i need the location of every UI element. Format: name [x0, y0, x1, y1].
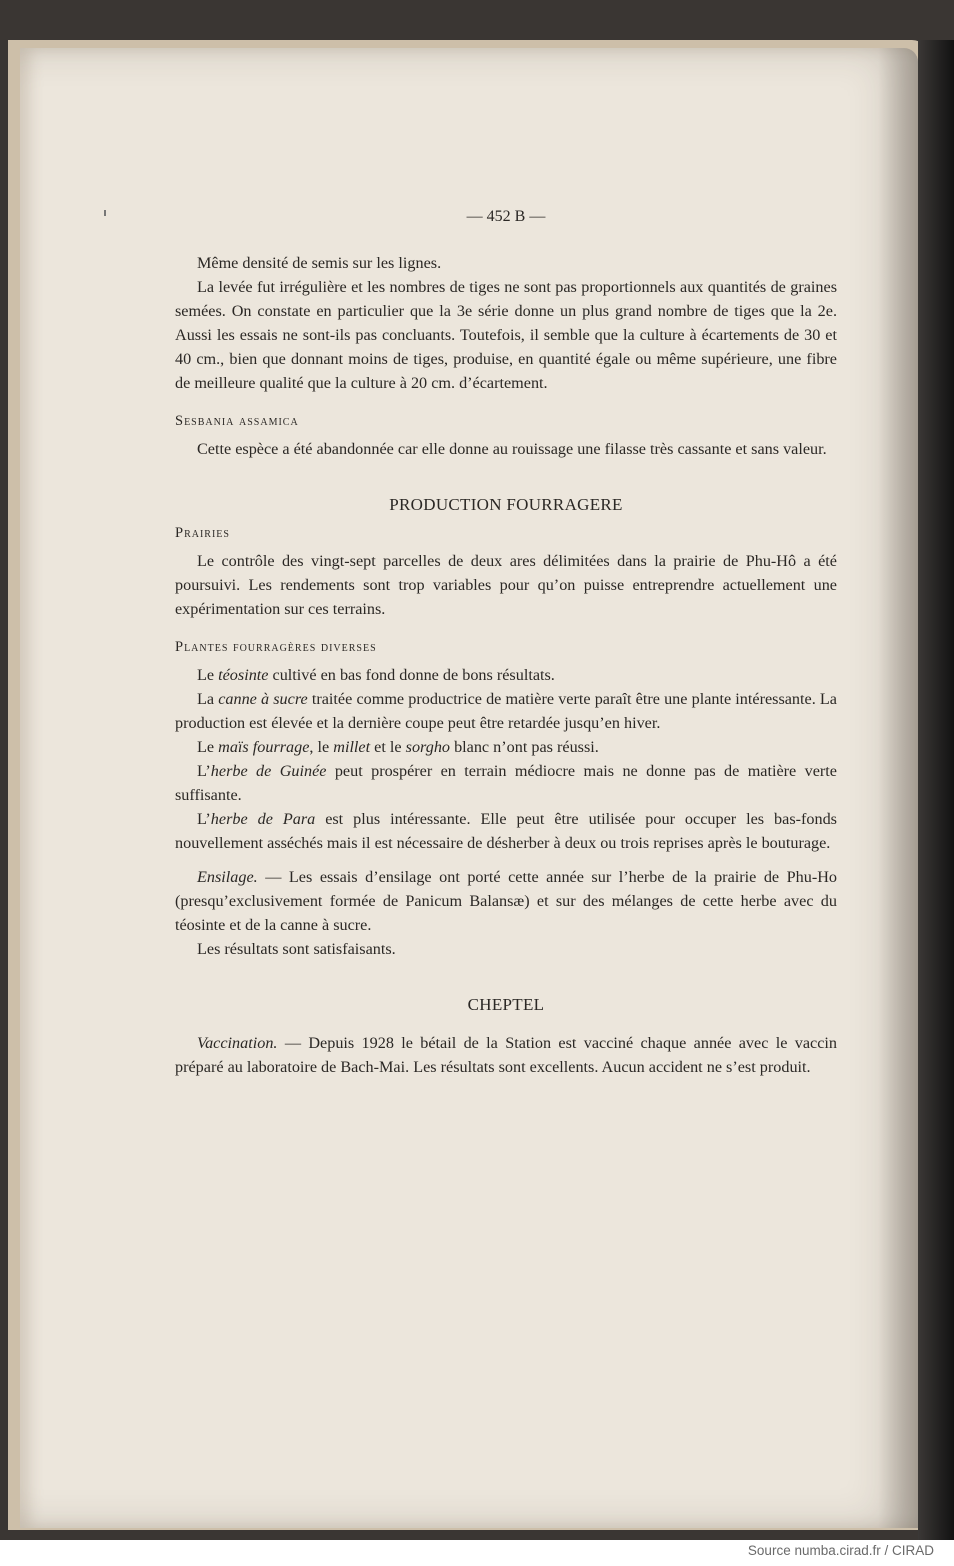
paragraph: Même densité de semis sur les lignes. [197, 254, 442, 272]
paragraph-ensilage: Ensilage. — Les essais d’ensilage ont porté cette année sur l’herbe de la prairie de Phu-Ho (presqu’exclusivement formée de Panicum Balansæ) et sur des mélanges de cette herbe avec du téosinte et de la canne à sucre. [175, 868, 837, 934]
margin-mark [104, 210, 106, 216]
page-number: — 452 B — [466, 208, 546, 225]
paragraph: Les résultats sont satisfaisants. [197, 940, 396, 958]
paragraph: La canne à sucre traitée comme productrice de matière verte paraît être une plante intéressante. La production est élevée et la dernière coupe peut être retardée jusqu’en hiver. [175, 690, 837, 732]
paragraph: L’herbe de Guinée peut prospérer en terrain médiocre mais ne donne pas de matière verte suffisante. [175, 762, 837, 804]
page-content [175, 205, 837, 1079]
paragraph: Le maïs fourrage, le millet et le sorgho blanc n’ont pas réussi. [197, 738, 599, 756]
paragraph: L’herbe de Para est plus intéressante. Elle peut être utilisée pour occuper les bas-fonds nouvellement asséchés mais il est nécessaire de désherber à deux ou trois reprises après le bouturage. [175, 810, 837, 852]
source-credit: Source numba.cirad.fr / CIRAD [747, 1543, 934, 1558]
paragraph: Le contrôle des vingt-sept parcelles de deux ares délimitées dans la prairie de Phu-Hô a été poursuivi. Les rendements sont trop variables pour qu’on puisse entreprendre actuellement une expérimentation sur ces terrains. [175, 552, 837, 618]
binding-strip [918, 40, 954, 1540]
section-heading-production: PRODUCTION FOURRAGERE [389, 495, 623, 514]
section-subtitle-prairies: Prairies [175, 525, 230, 541]
section-heading-cheptel: CHEPTEL [467, 995, 545, 1014]
section-subtitle-plantes: Plantes fourragères diverses [175, 639, 377, 655]
paragraph-vaccination: Vaccination. — Depuis 1928 le bétail de la Station est vacciné chaque année avec le vaccin préparé au laboratoire de Bach-Mai. Les résultats sont excellents. Aucun accident ne s’est produit. [175, 1034, 837, 1076]
paragraph: Le téosinte cultivé en bas fond donne de bons résultats. [197, 666, 555, 684]
paragraph: La levée fut irrégulière et les nombres de tiges ne sont pas proportionnels aux quantités de graines semées. On constate en particulier que la 3e série donne un plus grand nombre de tiges que la 2e. Aussi les essais ne sont-ils pas concluants. Toutefois, il semble que la culture à écartements de 30 et 40 cm., bien que donnant moins de tiges, produise, en quantité égale ou même supérieure, une fibre de meilleure qualité que la culture à 20 cm. d’écartement. [175, 278, 837, 392]
section-subtitle-sesbania: Sesbania assamica [175, 413, 299, 429]
paragraph: Cette espèce a été abandonnée car elle donne au rouissage une filasse très cassante et sans valeur. [197, 440, 827, 458]
